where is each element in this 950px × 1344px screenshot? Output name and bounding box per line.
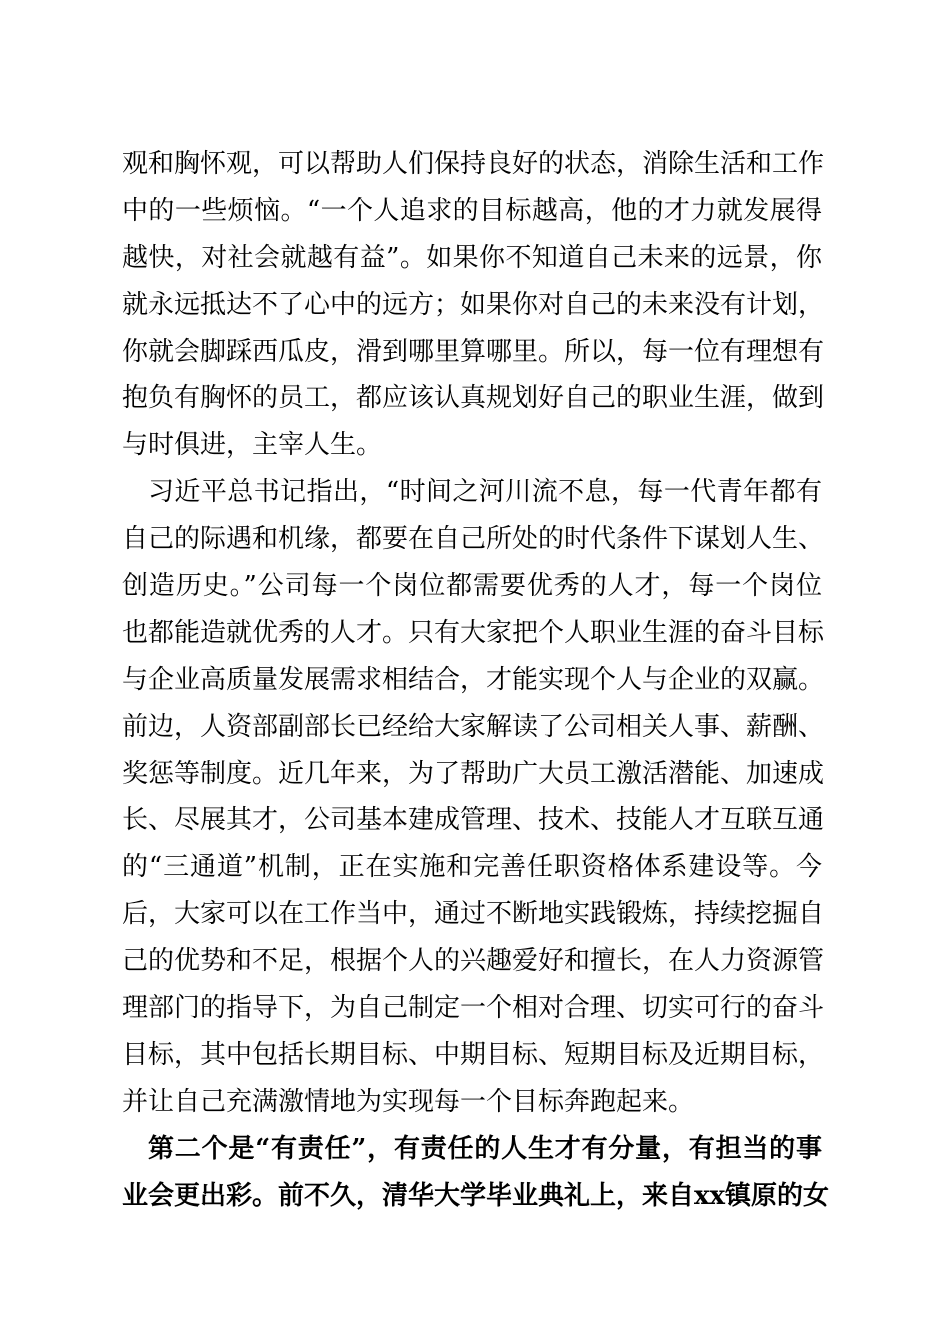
text-line: 与企业高质量发展需求相结合，才能实现个人与企业的双赢。 [122,664,825,695]
text-line: 长、尽展其才，公司基本建成管理、技术、技能人才互联互通 [122,805,825,836]
text-line: 创造历史。”公司每一个岗位都需要优秀的人才，每一个岗位 [122,571,822,602]
text-line: 业会更出彩。前不久，清华大学毕业典礼上，来自xx镇原的女 [122,1180,830,1211]
text-line: 也都能造就优秀的人才。只有大家把个人职业生涯的奋斗目标 [122,617,825,648]
text-line: 就永远抵达不了心中的远方；如果你对自己的未来没有计划， [122,289,825,320]
text-line: 理部门的指导下，为自己制定一个相对合理、切实可行的奋斗 [122,993,825,1024]
text-line: 后，大家可以在工作当中，通过不断地实践锻炼，持续挖掘自 [122,899,825,930]
text-line: 己的优势和不足，根据个人的兴趣爱好和擅长，在人力资源管 [122,946,825,977]
text-line: 自己的际遇和机缘，都要在自己所处的时代条件下谋划人生、 [122,524,825,555]
text-line: 中的一些烦恼。“一个人追求的目标越高，他的才力就发展得 [122,195,822,226]
text-line: 并让自己充满激情地为实现每一个目标奔跑起来。 [122,1086,695,1117]
text-line: 抱负有胸怀的员工，都应该认真规划好自己的职业生涯，做到 [122,383,825,414]
paragraph [122,141,825,469]
text-line: 奖惩等制度。近几年来，为了帮助广大员工激活潜能、加速成 [122,758,825,789]
text-line: 前边，人资部副部长已经给大家解读了公司相关人事、薪酬、 [122,711,825,742]
paragraph [122,469,825,1125]
text-line: 越快，对社会就越有益”。如果你不知道自己未来的远景，你 [122,242,822,273]
text-line: 习近平总书记指出，“时间之河川流不息，每一代青年都有 [148,477,822,508]
text-line: 观和胸怀观，可以帮助人们保持良好的状态，消除生活和工作 [122,149,825,179]
text-line: 的“三通道”机制，正在实施和完善任职资格体系建设等。今 [122,852,822,883]
paragraph [122,1126,830,1220]
text-line: 第二个是“有责任”，有责任的人生才有分量，有担当的事 [148,1133,822,1164]
document-page [122,141,830,1219]
text-line: 与时俱进，主宰人生。 [122,430,383,461]
text-line: 目标，其中包括长期目标、中期目标、短期目标及近期目标， [122,1039,825,1070]
text-line: 你就会脚踩西瓜皮，滑到哪里算哪里。所以，每一位有理想有 [122,336,825,367]
